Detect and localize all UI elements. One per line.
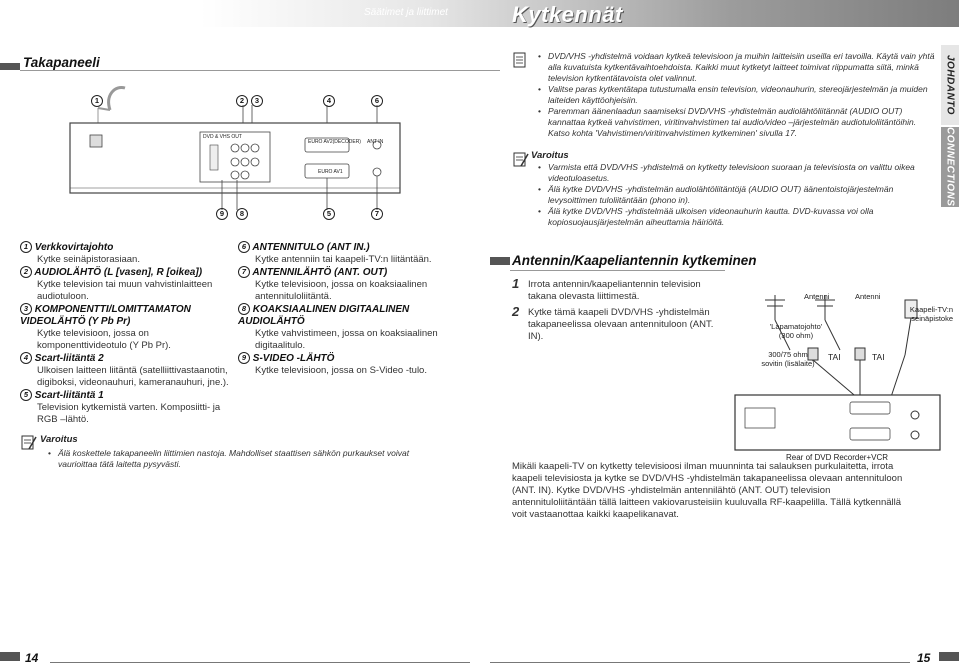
note-item: • Paremman äänenlaadun saamiseksi DVD/VHS -yhdistelmän audiolähtöliitännät (AUDIO OUT) kannattaa kytkeä vahvistimen, viritinvahvistimen tai audio/video –järjestelmän audiotuloliitäntöihin. Katso kohta 'Vahvistimen/viritinvahvistimen kytkeminen' sivulla 17. <box>536 106 936 139</box>
side-tab-intro: JOHDANTO <box>941 45 959 125</box>
page-number-right: 15 <box>917 651 931 665</box>
note-item: • DVD/VHS -yhdistelmä voidaan kytkeä televisioon ja muihin laitteisiin useilla eri tavoilla. Käytä vain yhtä alla kuvatuista kytkentävaihtoehdoista. Kaikki muut kytketyt laitteet toimivat riippumatta siitä, minkä television kytkentätavoista olet valinnut. <box>536 51 936 84</box>
list-item: 5 Scart-liitäntä 1 Television kytkemistä varten. Komposiitti- ja RGB –lähtö. <box>20 389 235 426</box>
panel-label-ant-in: ANT IN <box>367 139 384 145</box>
section-marker <box>0 63 20 70</box>
footer-rule-left <box>50 662 470 663</box>
caution-item: • Varmista että DVD/VHS -yhdistelmä on kytketty televisioon suoraan ja televisiosta on valittu oikea videotuloasetus. <box>536 162 936 184</box>
callout-4: 4 <box>323 95 335 107</box>
notes-list <box>536 51 936 139</box>
caution-icon <box>20 433 37 451</box>
list-item: 7 ANTENNILÄHTÖ (ANT. OUT) Kytke televisioon, jossa on koaksiaalinen antennituloliitäntä. <box>238 266 463 303</box>
section2-marker <box>490 257 510 265</box>
label-tai-2: TAI <box>872 352 885 362</box>
caution-list <box>46 448 446 470</box>
step-item: 1 Irrota antennin/kaapeliantennin television takana olevasta liittimestä. <box>512 276 701 302</box>
callout-1: 1 <box>91 95 103 107</box>
panel-label-euro-av1: EURO AV1 <box>318 169 343 175</box>
footer-bar-left <box>0 652 20 661</box>
item-list-col2 <box>238 241 463 377</box>
list-item: 8 KOAKSIAALINEN DIGITAALINEN AUDIOLÄHTÖ Kytke vahvistimeen, jossa on koaksiaalinen digitaalitulo. <box>238 304 438 351</box>
section2-title: Antennin/Kaapeliantennin kytkeminen <box>512 253 757 268</box>
list-item: 6 ANTENNITULO (ANT IN.) Kytke antenniin tai kaapeli-TV:n liitäntään. <box>238 241 463 266</box>
label-rear-caption: Rear of DVD Recorder+VCR <box>786 453 889 462</box>
label-antenna-2: Antenni <box>855 292 881 301</box>
section-rule <box>20 70 500 71</box>
caution-item: • Älä kytke DVD/VHS -yhdistelmän audiolähtöliitäntöjä (AUDIO OUT) äänentoistojärjestelmän levysoittimen tuloliitäntään (phono in). <box>536 184 936 206</box>
list-item: 1 Verkkovirtajohto Kytke seinäpistorasiaan. <box>20 241 235 266</box>
step-item: 2 Kytke tämä kaapeli DVD/VHS -yhdistelmän takapaneelissa olevaan antennituloon (ANT. IN). <box>512 304 714 342</box>
list-item: 2 AUDIOLÄHTÖ (L [vasen], R [oikea]) Kytke television tai muun vahvistinlaitteen audiotuloon. <box>20 266 235 303</box>
callout-8: 8 <box>236 208 248 220</box>
list-item: 9 S-VIDEO -LÄHTÖ Kytke televisioon, jossa on S-Video -tulo. <box>238 352 463 377</box>
callout-5: 5 <box>323 208 335 220</box>
list-item: 4 Scart-liitäntä 2 Ulkoisen laitteen liitäntä (satelliittivastaanotin, digiboksi, videonauhuri, kameranauhuri, jne.). <box>20 352 235 389</box>
label-antenna-1: Antenni <box>804 292 830 301</box>
caution-list-right <box>536 162 936 228</box>
caution-item: • Älä kytke DVD/VHS -yhdistelmää ulkoisen videonauhurin kautta. DVD-kuvassa voi olla kopiosuojausjärjestelmän aiheuttamia häiriöitä. <box>536 206 936 228</box>
note-item: • Valitse paras kytkentätapa tutustumalla ensin television, videonauhurin, stereojärjestelmän ja muiden laiteiden käyttöohjeisiin. <box>536 84 936 106</box>
page-number-left: 14 <box>25 651 39 665</box>
notes-icon <box>512 50 530 70</box>
cable-paragraph: Mikäli kaapeli-TV on kytketty televisioosi ilman muunninta tai salauksen purkulaitetta, irrota kaapeli televisiosta ja kytke se DVD/VHS -yhdistelmän takapaneelissa olevaan antennituloon (ANT. IN). Kytke DVD/VHS -yhdistelmän antennilähtö (ANT. OUT) television antennituloliitäntään tällä laitteen vakiovarusteisiin kuuluvalla RF-kaapelilla. Tällä kytkennällä voit vastaanottaa kaikki kaapelikanavat. <box>512 461 903 520</box>
callout-2-3: 2 3 <box>236 95 263 107</box>
callout-6: 6 <box>371 95 383 107</box>
header-subtitle: Säätimet ja liittimet <box>364 7 448 18</box>
caution-title-right: Varoitus <box>531 150 569 161</box>
panel-label-dvd-vhs-out: DVD & VHS OUT <box>203 134 242 140</box>
label-tai-1: TAI <box>828 352 841 362</box>
section-title: Takapaneeli <box>23 55 100 70</box>
panel-label-euro-av2: EURO AV2(DECODER) <box>308 139 361 145</box>
footer-bar-right <box>939 652 959 661</box>
caution-title: Varoitus <box>40 434 78 445</box>
section2-rule <box>510 270 725 271</box>
steps-list <box>512 276 722 343</box>
header-title: Kytkennät <box>512 2 623 27</box>
side-tab-connections: CONNECTIONS <box>941 127 959 207</box>
footer-rule-right <box>490 662 910 663</box>
label-flat-wire: 'Lapamatojohto' (300 ohm) <box>769 322 823 340</box>
label-cable-tv: Kaapeli-TV:n seinäpistoke <box>909 305 953 323</box>
callout-7: 7 <box>371 208 383 220</box>
callout-9: 9 <box>216 208 228 220</box>
caution-item: • Älä koskettele takapaneelin liittimien nastoja. Mahdolliset staattisen sähkön purkaukset voivat vaurioittaa tätä laitetta pysyvästi. <box>46 448 446 470</box>
caution-icon-right <box>512 150 530 168</box>
label-adapter: 300/75 ohm sovitin (lisälaite) <box>761 350 815 368</box>
rear-panel-diagram <box>60 80 410 210</box>
list-item: 3 KOMPONENTTI/LOMITTAMATON VIDEOLÄHTÖ (Y Pb Pr) Kytke televisioon, jossa on komponenttivideotulo (Y Pb Pr). <box>20 304 191 351</box>
item-list-col1 <box>20 241 235 426</box>
